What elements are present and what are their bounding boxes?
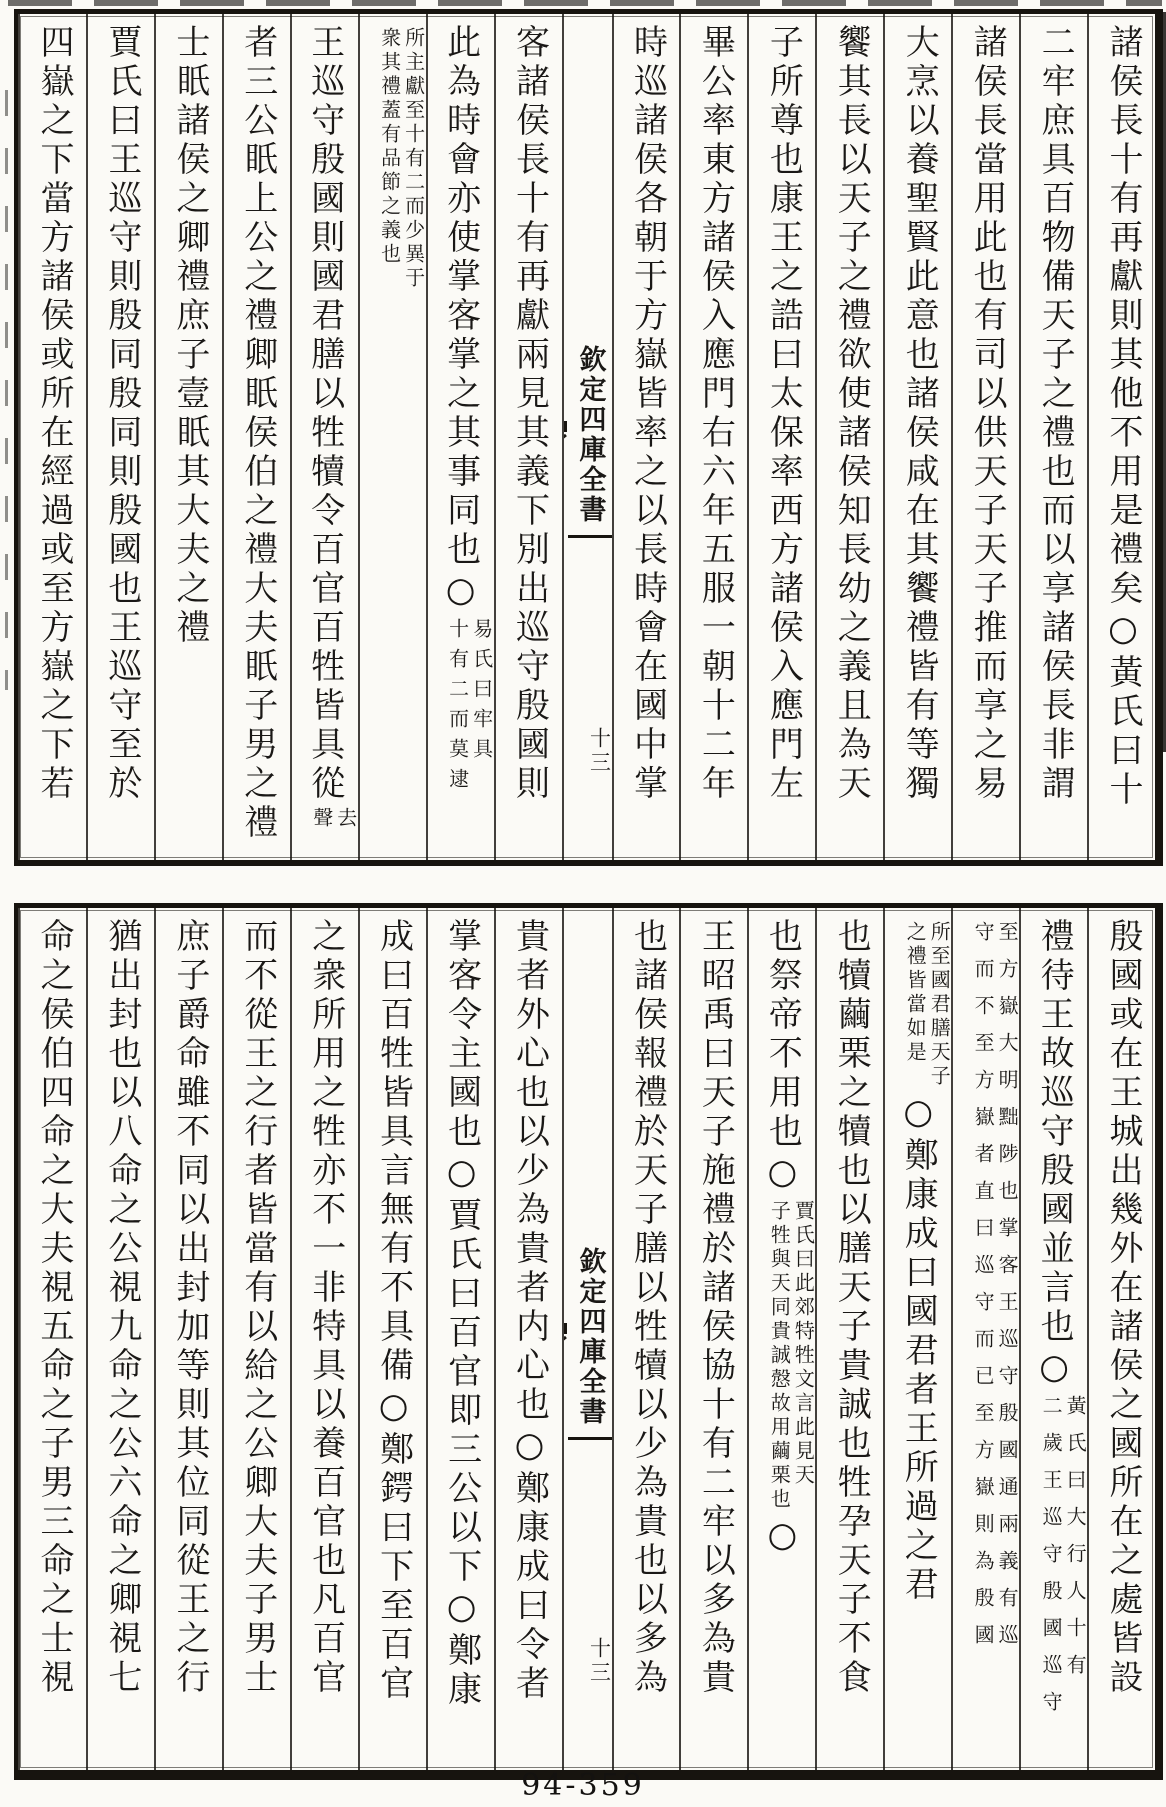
column-text: 賈氏曰王巡守則殷同殷同則殷國也王巡守至於 — [101, 24, 142, 804]
text-column — [951, 14, 1019, 860]
column-text: 貴者外心也以少為貴者内心也○鄭康成曰令者 — [509, 918, 550, 1704]
column-text: 殷國或在王城出幾外在諸侯之國所在之處皆設 — [1103, 918, 1143, 1698]
banxin-column — [562, 14, 612, 860]
banxin-fishtail-icon — [562, 1323, 568, 1359]
interlinear-note — [971, 921, 1019, 1661]
column-text: 成曰百牲皆具言無有不具備○鄭鍔曰下至百官 — [373, 918, 414, 1704]
text-column — [1087, 14, 1155, 860]
note-right-line: 所主獻至十有二而少異于 — [401, 27, 426, 291]
banxin-column — [562, 908, 612, 1770]
scan-noise-top — [8, 0, 1162, 6]
interlinear-note — [1039, 1395, 1087, 1728]
interlinear-note — [446, 618, 494, 798]
column-text: 而不從王之行者皆當有以給之公卿大夫子男士 — [237, 918, 278, 1698]
text-column — [612, 908, 680, 1770]
folio-number: 十三 — [587, 727, 612, 775]
interlinear-note — [310, 807, 358, 831]
text-column — [86, 908, 154, 1770]
column-text: 王昭禹曰天子施禮於諸侯協十有二牢以多為貴 — [695, 918, 736, 1698]
column-text: 四嶽之下當方諸侯或所在經過或至方嶽之下若 — [33, 24, 74, 804]
banxin-fishtail-icon — [562, 421, 568, 457]
column-text: 猶出封也以八命之公視九命之公六命之卿視七 — [101, 918, 142, 1698]
note-left-line: 衆其禮蓋有品節之義也 — [377, 27, 402, 267]
text-column — [358, 908, 426, 1770]
column-text: 時巡諸侯各朝于方嶽皆率之以長時會在國中掌 — [627, 24, 668, 804]
series-title: 欽定四庫全書 — [568, 337, 612, 538]
text-column — [18, 14, 86, 860]
text-column — [222, 908, 290, 1770]
text-column — [679, 14, 747, 860]
interlinear-note — [903, 921, 951, 1089]
text-column — [18, 908, 86, 1770]
interlinear-note — [378, 27, 426, 291]
text-column — [1019, 14, 1087, 860]
note-left-line: 聲 — [309, 807, 334, 831]
text-column — [747, 14, 815, 860]
text-column — [679, 908, 747, 1770]
text-column — [290, 908, 358, 1770]
column-grid — [18, 14, 1155, 860]
folio-number-wrap — [564, 727, 612, 775]
note-right-line: 所至國君膳天子 — [927, 921, 952, 1089]
column-text: 也諸侯報禮於天子膳以牲犢以少為貴也以多為 — [627, 918, 668, 1698]
text-column — [494, 14, 562, 860]
note-left-line: 守而不至方嶽者直曰巡守而已至方嶽則為殷國 — [971, 921, 996, 1661]
column-text: 士眂諸侯之卿禮庶子壹眂其大夫之禮 — [169, 24, 210, 648]
note-left-line: 十有二而莫逮 — [445, 618, 470, 798]
note-right-line: 去 — [333, 807, 358, 831]
text-column — [290, 14, 358, 860]
text-column — [612, 14, 680, 860]
scan-noise-left — [5, 90, 8, 690]
text-column — [1019, 908, 1087, 1770]
column-text: 之衆所用之牲亦不一非特具以養百官也凡百官 — [305, 918, 346, 1698]
note-right-line: 賈氏曰此郊特牲文言此見天 — [791, 1200, 816, 1488]
column-text: 也犢繭栗之犢也以膳天子貴誠也牲孕天子不食 — [831, 918, 872, 1698]
column-text: 二牢庶具百物備天子之禮也而以享諸侯長非謂 — [1035, 24, 1076, 804]
column-text: 大烹以養聖賢此意也諸侯咸在其饗禮皆有等獨 — [899, 24, 940, 804]
column-text: 庶子爵命雖不同以出封加等則其位同從王之行 — [169, 918, 210, 1698]
note-right-line: 易氏曰牢具 — [469, 618, 494, 768]
text-column — [883, 908, 951, 1770]
note-left-line: 子牲與天同貴誠慤故用繭栗也 — [767, 1200, 792, 1512]
text-column — [86, 14, 154, 860]
note-right-line: 黃氏曰大行人十有 — [1063, 1395, 1088, 1691]
column-text: 者三公眂上公之禮卿眂侯伯之禮大夫眂子男之禮 — [237, 24, 278, 843]
column-text: 客諸侯長十有再獻兩見其義下別出巡守殷國則 — [509, 24, 550, 804]
column-text: ○ — [762, 1515, 803, 1560]
note-right-line: 至方嶽大明黜陟也掌客王巡守殷國通兩義有巡 — [995, 921, 1020, 1661]
text-column — [1087, 908, 1155, 1770]
page-block-top — [14, 9, 1163, 866]
text-column — [154, 908, 222, 1770]
note-left-line: 之禮皆當如是 — [903, 921, 928, 1065]
folio-number: 十三 — [587, 1637, 612, 1685]
note-left-line: 二歲王巡守殷國巡守 — [1039, 1395, 1064, 1728]
text-column — [426, 908, 494, 1770]
series-title: 欽定四庫全書 — [568, 1239, 612, 1440]
text-column — [426, 14, 494, 860]
column-text: 諸侯長十有再獻則其他不用是禮矣○黃氏曰十 — [1103, 24, 1143, 810]
page-block-bottom — [14, 903, 1163, 1780]
column-text: 諸侯長當用此也有司以供天子天子推而享之易 — [967, 24, 1008, 804]
column-grid — [18, 908, 1155, 1770]
column-text: 掌客令主國也○賈氏曰百官即三公以下○鄭康 — [441, 918, 482, 1710]
folio-number-wrap — [564, 1637, 612, 1685]
column-text: 此為時會亦使掌客掌之其事同也○ — [440, 24, 481, 615]
column-text: 王巡守殷國則國君膳以牲犢令百官百牲皆具從 — [304, 24, 345, 804]
column-text: 饗其長以天子之禮欲使諸侯知長幼之義且為天 — [831, 24, 872, 804]
text-column — [883, 14, 951, 860]
column-text: 子所尊也康王之誥曰太保率西方諸侯入應門左 — [763, 24, 804, 804]
text-column — [747, 908, 815, 1770]
page-number-footer: 94-359 — [521, 1768, 645, 1803]
text-column — [358, 14, 426, 860]
text-column — [815, 908, 883, 1770]
text-column — [154, 14, 222, 860]
column-text: 命之侯伯四命之大夫視五命之子男三命之士視 — [33, 918, 74, 1698]
column-text: 畢公率東方諸侯入應門右六年五服一朝十二年 — [695, 24, 736, 804]
text-column — [222, 14, 290, 860]
text-column — [815, 14, 883, 860]
text-column — [494, 908, 562, 1770]
text-column — [951, 908, 1019, 1770]
interlinear-note — [767, 1200, 815, 1512]
column-text: 禮待王故巡守殷國並言也○ — [1034, 918, 1075, 1392]
column-text: ○鄭康成曰國君者王所過之君 — [898, 1092, 939, 1605]
column-text: 也祭帝不用也○ — [762, 918, 803, 1197]
